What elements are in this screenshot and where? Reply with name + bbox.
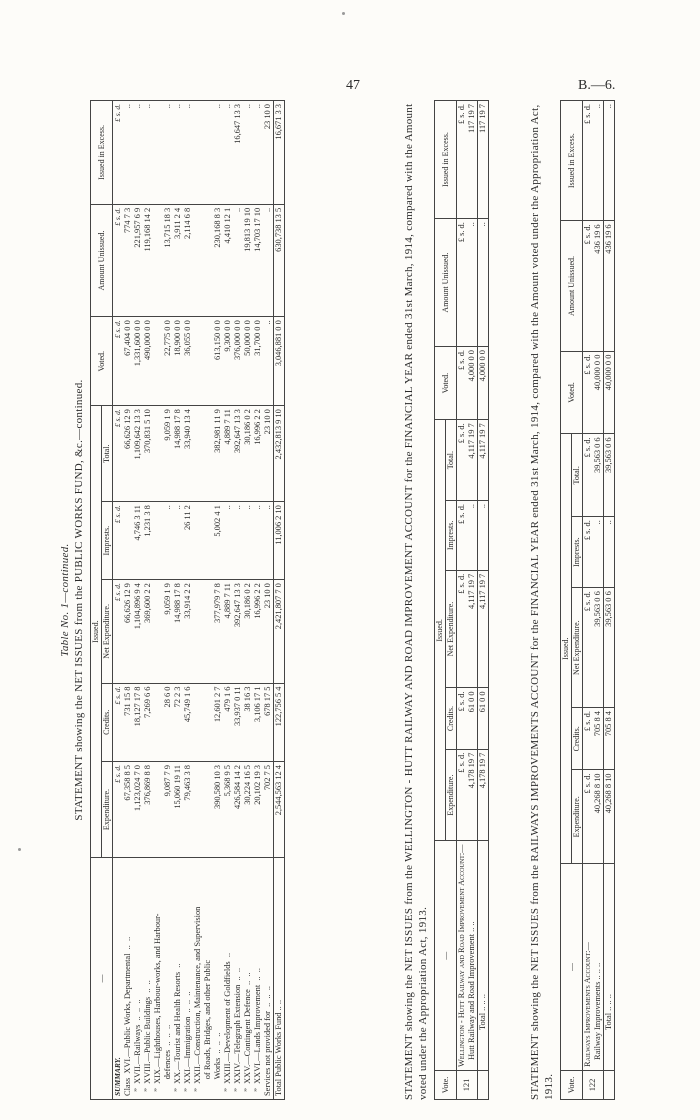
table-2-total-row (478, 101, 489, 1100)
currency-label: £ s. d. (457, 688, 468, 749)
item-name: Railway Improvements .. .. .. (593, 962, 602, 1060)
cell-imprests: .. (467, 500, 478, 570)
cell-cr: 3,106 17 1 (253, 683, 263, 761)
cell-voted: .. (263, 317, 274, 406)
cell-exc (203, 101, 213, 205)
cell-voted: 9,300 0 0 (223, 317, 233, 406)
total-credits: 122,756 5 4 (274, 683, 285, 761)
cell-exc: .. (123, 101, 133, 205)
row-label: ” XXIV.—Telegraph Extension .. .. (233, 967, 242, 1096)
table-3-block (528, 100, 615, 1100)
col-total: Total. (102, 406, 113, 502)
table-3-total-row (604, 101, 615, 1100)
cell-imprests: .. (593, 517, 604, 588)
account-name: Railways Improvements Account:— (583, 942, 592, 1067)
row-label: ” XXIII.—Development of Goldfields .. (223, 952, 232, 1096)
cell-expenditure: 4,178 19 7 (467, 749, 478, 841)
total-voted: 40,000 0 0 (604, 351, 615, 434)
cell-net (203, 580, 213, 683)
cell-exc: .. (173, 101, 183, 205)
cell-exc (193, 101, 203, 205)
currency-label: £ s. d. (457, 101, 468, 219)
table-row (263, 101, 274, 1100)
cell-exc: .. (143, 101, 153, 205)
cell-un: .. (233, 204, 243, 316)
table-row (593, 101, 604, 1100)
total-total: 4,117 19 7 (478, 420, 489, 501)
currency-label: £ s. d. (113, 406, 124, 502)
cell-total: 39,563 0 6 (593, 434, 604, 517)
currency-label: £ s. d. (457, 347, 468, 420)
col-net-expenditure: Net Expenditure. (572, 588, 583, 708)
cell-exp: 376,869 8 8 (143, 762, 153, 858)
table-row (143, 101, 153, 1100)
total-unissued: 436 19 6 (604, 221, 615, 351)
table-row (173, 101, 183, 1100)
cell-un (193, 204, 203, 316)
cell-un: 19,813 19 10 (243, 204, 253, 316)
table-1-title: Table No. 1—continued. (59, 543, 71, 657)
cell-cr: 38 16 3 (243, 683, 253, 761)
cell-net: 39,563 0 6 (593, 588, 604, 708)
cell-voted: 22,775 0 0 (163, 317, 173, 406)
total-expenditure: 2,544,563 12 4 (274, 762, 285, 858)
total-voted: 3,046,881 0 0 (274, 317, 285, 406)
table-row (133, 101, 143, 1100)
total-expenditure: 40,268 8 10 (604, 770, 615, 864)
vote-number: 122 (583, 1071, 604, 1100)
total-net: 4,117 19 7 (478, 570, 489, 688)
col-total: Total. (446, 420, 457, 501)
cell-un: 3,911 2 4 (173, 204, 183, 316)
railways-improvements-table (560, 100, 615, 1100)
cell-cr: 28 6 0 (163, 683, 173, 761)
cell-tot: 370,831 5 10 (143, 406, 153, 502)
table-2-block (402, 100, 489, 1100)
cell-tot: 4,889 7 11 (223, 406, 233, 502)
cell-net: 1,104,896 9 4 (133, 580, 143, 683)
row-label: of Roads, Bridges, and other Public (203, 959, 212, 1096)
total-net: 2,421,807 7 0 (274, 580, 285, 683)
row-label: ” XXII.—Construction, Maintenance, and Supervision (193, 906, 202, 1096)
col-group-issued: Issued. (91, 406, 102, 858)
total-voted: 4,000 0 0 (478, 347, 489, 420)
table-1-block (58, 100, 285, 1100)
col-unissued: Amount Unissued. (91, 204, 113, 316)
cell-exc: .. (183, 101, 193, 205)
col-vote: Vote. (435, 1071, 457, 1100)
cell-imp (203, 502, 213, 580)
col-excess: Issued in Excess. (91, 101, 113, 205)
cell-net: 392,647 13 3 (233, 580, 243, 683)
cell-voted: 18,900 0 0 (173, 317, 183, 406)
col-voted: Voted. (561, 351, 583, 434)
cell-imp: .. (243, 502, 253, 580)
cell-imp: 1,231 3 8 (143, 502, 153, 580)
cell-tot: 382,981 11 9 (213, 406, 223, 502)
currency-label: £ s. d. (113, 762, 124, 858)
row-label: ” XIX.—Lighthouses, Harbour-works, and Harbour- (153, 913, 162, 1096)
table-row (123, 101, 133, 1100)
total-expenditure: 4,178 19 7 (478, 749, 489, 841)
cell-un (153, 204, 163, 316)
col-vote: Vote. (561, 1071, 583, 1100)
col-description: — (435, 841, 457, 1071)
cell-voted: 1,331,600 0 0 (133, 317, 143, 406)
total-total: 2,432,813 9 10 (274, 406, 285, 502)
row-label: ” XVIII.—Public Buildings .. .. (143, 980, 152, 1096)
col-credits: Credits. (572, 708, 583, 770)
cell-unissued: 436 19 6 (593, 221, 604, 351)
col-group-issued: Issued. (435, 420, 446, 841)
cell-exp: 9,087 7 9 (163, 762, 173, 858)
total-credits: 705 8 4 (604, 708, 615, 770)
currency-label: £ s. d. (583, 101, 594, 221)
cell-un: 221,957 6 9 (133, 204, 143, 316)
cell-exp: 390,580 10 3 (213, 762, 223, 858)
table-row (203, 101, 213, 1100)
cell-net: 16,996 2 2 (253, 580, 263, 683)
cell-exc: .. (223, 101, 233, 205)
cell-un: 2,114 6 8 (183, 204, 193, 316)
cell-imp: 4,746 3 11 (133, 502, 143, 580)
col-description: — (561, 864, 583, 1071)
cell-exp: 20,102 19 3 (253, 762, 263, 858)
currency-label: £ s. d. (457, 420, 468, 501)
rotated-content (50, 100, 650, 1100)
cell-exp: 67,358 8 5 (123, 762, 133, 858)
cell-expenditure: 40,268 8 10 (593, 770, 604, 864)
cell-exp: 79,463 3 8 (183, 762, 193, 858)
cell-tot: 30,186 0 2 (243, 406, 253, 502)
cell-cr: 479 1 6 (223, 683, 233, 761)
cell-net (193, 580, 203, 683)
account-name: Wellington - Hutt Railway and Road Improvement Account:— (457, 844, 466, 1067)
total-imprests: .. (478, 500, 489, 570)
cell-voted: 490,000 0 0 (143, 317, 153, 406)
currency-label: £ s. d. (113, 683, 124, 761)
col-credits: Credits. (102, 683, 113, 761)
col-expenditure: Expenditure. (446, 749, 457, 841)
col-group-issued: Issued. (561, 434, 572, 864)
cell-cr: 45,749 1 6 (183, 683, 193, 761)
cell-cr: 678 17 5 (263, 683, 274, 761)
currency-label: £ s. d. (583, 221, 594, 351)
cell-imp (123, 502, 133, 580)
total-excess: 117 19 7 (478, 101, 489, 219)
col-unissued: Amount Unissued. (435, 219, 457, 347)
cell-voted: 36,055 0 0 (183, 317, 193, 406)
table-row (193, 101, 203, 1100)
cell-unissued: .. (467, 219, 478, 347)
cell-imp (193, 502, 203, 580)
cell-un: 13,715 18 3 (163, 204, 173, 316)
cell-excess: .. (593, 101, 604, 221)
cell-exc: .. (163, 101, 173, 205)
cell-cr: 33,937 0 11 (233, 683, 243, 761)
col-imprests: Imprests. (102, 502, 113, 580)
cell-imp: .. (263, 502, 274, 580)
cell-exp: 5,368 9 5 (223, 762, 233, 858)
currency-label: £ s. d. (457, 570, 468, 688)
cell-cr (193, 683, 203, 761)
cell-un: 230,168 8 3 (213, 204, 223, 316)
row-label: Works .. .. .. (213, 1032, 222, 1096)
cell-un: 119,168 14 2 (143, 204, 153, 316)
table-row (153, 101, 163, 1100)
cell-voted: 376,000 0 0 (233, 317, 243, 406)
row-label: ” XXI.—Immigration .. .. .. (183, 991, 192, 1096)
cell-tot: 66,626 12 9 (123, 406, 133, 502)
cell-net: 33,914 2 2 (183, 580, 193, 683)
cell-imp (153, 502, 163, 580)
cell-exp: 702 7 5 (263, 762, 274, 858)
cell-total: 4,117 19 7 (467, 420, 478, 501)
cell-imp: .. (223, 502, 233, 580)
col-expenditure: Expenditure. (572, 770, 583, 864)
total-credits: 61 0 0 (478, 688, 489, 749)
table-1-body (123, 101, 274, 1100)
cell-net: 377,979 7 8 (213, 580, 223, 683)
cell-net: 30,186 0 2 (243, 580, 253, 683)
currency-label: £ s. d. (583, 351, 594, 434)
total-imprests: .. (604, 517, 615, 588)
total-label: Total Public Works Fund .. .. (274, 858, 285, 1100)
total-label: Total .. .. .. (604, 864, 615, 1071)
cell-voted: 613,150 0 0 (213, 317, 223, 406)
currency-label: £ s. d. (583, 588, 594, 708)
total-unissued: .. (478, 219, 489, 347)
cell-exc: .. (243, 101, 253, 205)
total-label: Total .. .. .. (478, 841, 489, 1071)
table-row (213, 101, 223, 1100)
table-row (223, 101, 233, 1100)
cell-net: 4,117 19 7 (467, 570, 478, 688)
cell-exp: 426,584 14 2 (233, 762, 243, 858)
row-label: ” XXV.—Contingent Defence .. .. (243, 972, 252, 1096)
col-credits: Credits. (446, 688, 457, 749)
total-unissued: 630,738 13 5 (274, 204, 285, 316)
total-excess: 16,671 3 3 (274, 101, 285, 205)
cell-credits: 705 8 4 (593, 708, 604, 770)
cell-imp: .. (253, 502, 263, 580)
cell-un: 14,703 17 10 (253, 204, 263, 316)
cell-tot: 14,988 17 8 (173, 406, 183, 502)
table-1-total-row (274, 101, 285, 1100)
cell-tot (193, 406, 203, 502)
cell-exp (193, 762, 203, 858)
table-1-subtitle: STATEMENT showing the NET ISSUES from the PUBLIC WORKS FUND, &c.—continued. (73, 379, 85, 821)
table-2-title: STATEMENT showing the NET ISSUES from the WELLINGTON - HUTT RAILWAY AND ROAD IMPROVEMENT ACCOUNT for the FINANCIAL YEAR ended 31st March, 1914, compared with the Amount voted under the Appropriation Act, 1913. (403, 103, 429, 1100)
col-imprests: Imprests. (446, 500, 457, 570)
table-row (163, 101, 173, 1100)
cell-cr: 731 15 8 (123, 683, 133, 761)
col-description: — (91, 858, 113, 1100)
page-header (0, 0, 700, 110)
summary-heading: SUMMARY. (113, 1057, 122, 1096)
cell-voted (203, 317, 213, 406)
cell-cr: 12,601 2 7 (213, 683, 223, 761)
cell-voted: 4,000 0 0 (467, 347, 478, 420)
cell-net: 23 10 0 (263, 580, 274, 683)
currency-label: £ s. d. (583, 434, 594, 517)
col-net-expenditure: Net Expenditure. (446, 570, 457, 688)
cell-net: 66,626 12 9 (123, 580, 133, 683)
cell-cr: 18,127 17 8 (133, 683, 143, 761)
col-unissued: Amount Unissued. (561, 221, 583, 351)
col-net-expenditure: Net Expenditure. (102, 580, 113, 683)
row-label: ” XXVI.—Lands Improvement .. .. (253, 968, 262, 1096)
total-total: 39,563 0 6 (604, 434, 615, 517)
cell-tot: 392,647 13 3 (233, 406, 243, 502)
cell-exp (203, 762, 213, 858)
currency-label: £ s. d. (113, 502, 124, 580)
cell-exc: .. (213, 101, 223, 205)
cell-un: 774 7 3 (123, 204, 133, 316)
scan-speck (18, 848, 21, 851)
cell-un (203, 204, 213, 316)
wellington-hutt-table (434, 100, 489, 1100)
row-label: Class XVI.—Public Works, Departmental .. .. (123, 936, 132, 1096)
cell-exc: 23 10 0 (263, 101, 274, 205)
col-expenditure: Expenditure. (102, 762, 113, 858)
total-excess: .. (604, 101, 615, 221)
col-voted: Voted. (91, 317, 113, 406)
cell-tot (153, 406, 163, 502)
currency-label: £ s. d. (457, 219, 468, 347)
currency-label: £ s. d. (113, 580, 124, 683)
cell-net (153, 580, 163, 683)
col-total: Total. (572, 434, 583, 517)
cell-voted: 50,000 0 0 (243, 317, 253, 406)
total-imprests: 11,006 2 10 (274, 502, 285, 580)
item-name: Hutt Railway and Road Improvement .. .. (467, 921, 476, 1060)
col-excess: Issued in Excess. (561, 101, 583, 221)
cell-exp (153, 762, 163, 858)
table-3-title: STATEMENT showing the NET ISSUES from the RAILWAYS IMPROVEMENTS ACCOUNT for the FINANCIAL YEAR ended 31st March, 1914, compared with the Amount voted under the Appropriation Act, 1913. (529, 104, 555, 1100)
cell-imp: .. (173, 502, 183, 580)
cell-exp: 1,123,024 7 0 (133, 762, 143, 858)
table-row (233, 101, 243, 1100)
cell-tot: 33,940 13 4 (183, 406, 193, 502)
cell-imp: 5,002 4 1 (213, 502, 223, 580)
cell-credits: 61 0 0 (467, 688, 478, 749)
col-excess: Issued in Excess. (435, 101, 457, 219)
cell-exc: .. (253, 101, 263, 205)
currency-label: £ s. d. (457, 749, 468, 841)
table-row (183, 101, 193, 1100)
vote-number: 121 (457, 1071, 478, 1100)
cell-voted: 31,700 0 0 (253, 317, 263, 406)
scan-speck (342, 12, 345, 15)
public-works-table (90, 100, 285, 1100)
cell-voted: 40,000 0 0 (593, 351, 604, 434)
cell-voted: 67,404 0 0 (123, 317, 133, 406)
cell-cr (203, 683, 213, 761)
cell-net: 4,889 7 11 (223, 580, 233, 683)
cell-tot: 9,059 1 9 (163, 406, 173, 502)
cell-imp: .. (163, 502, 173, 580)
cell-net: 9,059 1 9 (163, 580, 173, 683)
cell-voted (193, 317, 203, 406)
cell-net: 369,600 2 2 (143, 580, 153, 683)
row-label: ” XVII.—Railways .. .. .. (133, 999, 142, 1096)
currency-label: £ s. d. (457, 500, 468, 570)
row-label: defences .. .. .. (163, 1024, 172, 1096)
currency-label: £ s. d. (583, 770, 594, 864)
currency-label: £ s. d. (583, 708, 594, 770)
cell-exc (153, 101, 163, 205)
table-row (467, 101, 478, 1100)
cell-un: .. (263, 204, 274, 316)
page-reference: B.—6. (578, 78, 616, 93)
cell-imp: .. (233, 502, 243, 580)
cell-tot (203, 406, 213, 502)
cell-tot: 16,996 2 2 (253, 406, 263, 502)
cell-net: 14,988 17 8 (173, 580, 183, 683)
cell-cr (153, 683, 163, 761)
row-label: Services not provided for .. .. .. (263, 985, 272, 1096)
col-voted: Voted. (435, 347, 457, 420)
cell-imp: 26 11 2 (183, 502, 193, 580)
currency-label: £ s. d. (583, 517, 594, 588)
cell-tot: 1,109,642 13 3 (133, 406, 143, 502)
total-net: 39,563 0 6 (604, 588, 615, 708)
currency-label: £ s. d. (113, 317, 124, 406)
cell-exp: 30,224 16 5 (243, 762, 253, 858)
page-number: 47 (346, 78, 360, 93)
cell-exp: 15,060 19 11 (173, 762, 183, 858)
cell-voted (153, 317, 163, 406)
table-row (243, 101, 253, 1100)
row-label: ” XX.—Tourist and Health Resorts .. (173, 963, 182, 1096)
currency-label: £ s. d. (113, 204, 124, 316)
currency-label: £ s. d. (113, 101, 124, 205)
table-row (253, 101, 263, 1100)
cell-exc: .. (133, 101, 143, 205)
col-imprests: Imprests. (572, 517, 583, 588)
cell-exc: 16,647 13 3 (233, 101, 243, 205)
cell-cr: 72 2 3 (173, 683, 183, 761)
cell-cr: 7,269 6 6 (143, 683, 153, 761)
cell-excess: 117 19 7 (467, 101, 478, 219)
cell-un: 4,410 12 1 (223, 204, 233, 316)
cell-tot: 23 10 0 (263, 406, 274, 502)
